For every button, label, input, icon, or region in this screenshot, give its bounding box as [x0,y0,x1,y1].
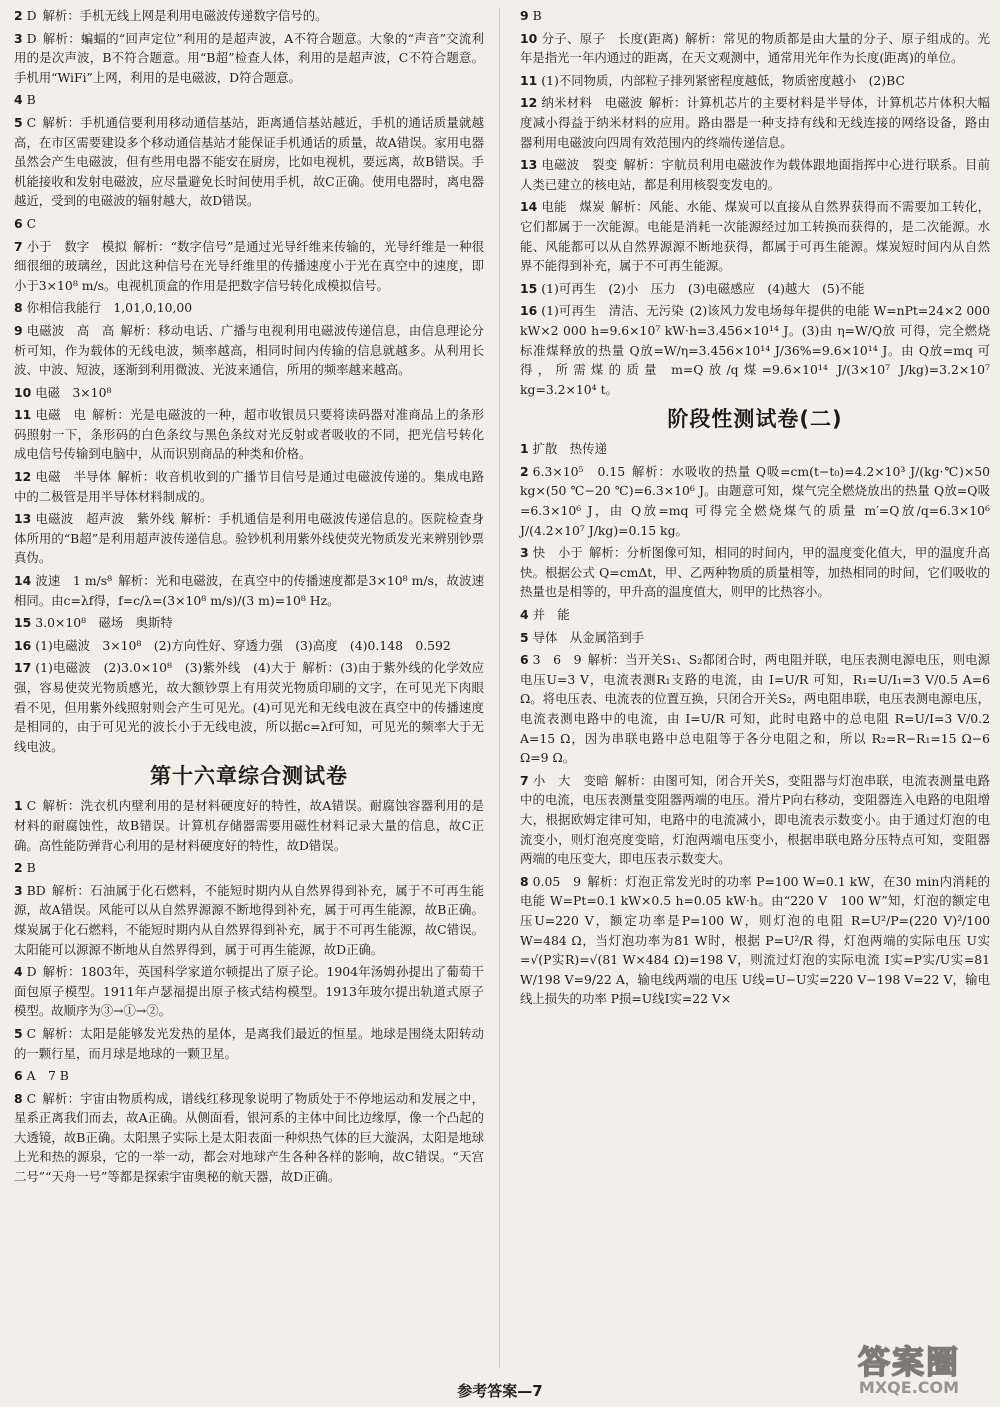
left-entries [14,6,484,756]
question-number: 13 [520,157,538,173]
explanation-text: 解析：蝙蝠的“回声定位”利用的是超声波，A不符合题意。大象的“声音”交流利用的是次声波，B不符合题意。用“B超”检查人体，利用的是超声波，C不符合题意。手机用“WiFi”上网，利用的是电磁波，D符合题意。 [14,30,484,85]
right-entries-2 [520,439,990,1009]
answer-text: A 7 B [26,1068,69,1084]
answer-item [14,881,484,959]
question-number: 8 [14,1090,23,1106]
answer-item [520,771,990,869]
question-number: 14 [520,199,538,215]
answer-item [14,298,484,318]
answer-item [14,405,484,464]
question-number: 9 [14,322,23,338]
answer-item [520,93,990,152]
answer-text: D [26,30,37,46]
explanation-text: 解析：风能、水能、煤炭可以直接从自然界获得而不需要加工转化，它们都属于一次能源。电能是消耗一次能源经过加工转换而获得的，是二次能源。水能、风能都可以从自然界源源不断地获得，都属于可再生能源。煤炭短时间内从自然界不能得到补充，属于不可再生能源。 [520,199,991,274]
answer-text: B [532,8,542,23]
answer-text: 电磁 电 [35,407,87,423]
question-number: 12 [14,469,32,485]
section-title-stage-test-2: 阶段性测试卷(二) [667,407,843,432]
answer-item [520,155,990,194]
answer-text: C [26,1025,37,1041]
page-footer: 参考答案—7 [457,1382,543,1400]
answer-text: C [26,114,37,130]
question-number: 8 [14,300,23,316]
explanation-text: 解析：太阳是能够发光发热的星体，是离我们最近的恒星。地球是围绕太阳转动的一颗行星，而月球是地球的一颗卫星。 [14,1025,484,1061]
question-number: 7 [14,238,23,254]
explanation-text: 解析：分析图像可知，相同的时间内，甲的温度变化值大，甲的温度升高快。根据公式 Q=cmΔt，甲、乙两种物质的质量相等，加热相同的时间，它们吸收的热量也是相等的，甲升高的温度值大，则甲的比热容小。 [520,545,991,600]
question-number: 15 [14,615,32,631]
explanation-text: 解析：洗衣机内壁利用的是材料硬度好的特性，故A错误。耐腐蚀容器利用的是材料的耐腐蚀性，故B错误。计算机存储器需要用磁性材料记录大量的信息，故C正确。高性能防弹背心利用的是材料硬度好的特性，故D错误。 [14,798,484,853]
question-number: 10 [14,384,32,400]
question-number: 1 [14,798,23,814]
explanation-text: 解析：光是电磁波的一种，超市收银员只要将读码器对准商品上的条形码照射一下，条形码的白色条纹与黑色条纹对光反射或者吸收的不同，把光信号转化成电信号传输到电脑中，从而识别商品的种类和价格。 [14,407,484,462]
question-number: 4 [14,964,23,980]
answer-item [14,1066,484,1086]
answer-item [14,237,484,296]
answer-text: 并 能 [532,607,570,623]
answer-item [14,214,484,234]
answer-text: 电能 煤炭 [541,199,605,215]
explanation-text: 解析：由图可知，闭合开关S，变阻器与灯泡串联，电流表测量电路中的电流，电压表测量变阻器两端的电压。滑片P向右移动，变阻器连入电路的电阻增大，根据欧姆定律可知，电路中的电流减小，即电流表示数变小。由于通过灯泡的电流变小，则灯泡亮度变暗，灯泡两端电压变小，根据串联电路分压特点可知，变阻器两端的电压变大，即电压表示数变大。 [520,772,990,867]
answer-item [520,605,990,625]
question-number: 3 [14,30,23,46]
answer-item [14,509,484,568]
answer-text: (1)电磁波 (2)3.0×10⁸ (3)紫外线 (4)大于 [35,660,297,676]
question-number: 3 [14,882,23,898]
answer-text: D [26,8,37,23]
answer-item [14,383,484,403]
answer-item [520,543,990,602]
explanation-text: 解析：光和电磁波，在真空中的传播速度都是3×10⁸ m/s，故波速相同。由c=λf得，f=c/λ=(3×10⁸ m/s)/(3 m)=10⁸ Hz。 [14,573,484,608]
answer-text: (1)电磁波 3×10⁸ (2)方向性好、穿透力强 (3)高度 (4)0.148 0.592 [35,637,451,653]
answer-item [520,872,990,1009]
question-number: 15 [520,280,538,296]
answer-text: 电磁波 高 高 [26,322,115,338]
answer-item [14,1024,484,1063]
explanation-text: 解析：石油属于化石燃料，不能短时期内从自然界得到补充，属于不可再生能源，故A错误。风能可以从自然界源源不断地得到补充，属于可再生能源，故B正确。煤炭属于化石燃料，不能短时期内从自然界得到补充，属于不可再生能源，故C错误。太阳能可以源源不断地从自然界得到，属于可再生能源，故D正确。 [14,882,484,957]
question-number: 8 [520,873,529,889]
answer-text: B [26,860,36,876]
answer-item [520,6,990,26]
answer-text: 波速 1 m/s⁸ [35,573,113,589]
explanation-text: 解析：灯泡正常发光时的功率 P=100 W=0.1 kW，在30 min内消耗的电能 W=Pt=0.1 kW×0.5 h=0.05 kW·h。由“220 V 100 W”知，灯泡的额定电压U=220 V，额定功率是P=100 W，则灯泡的电阻 R=U²/P=(220 V)²/100 W=484 Ω，当灯泡功率为81 W时，根据 P=U²/R 得，灯泡两端的实际电压 U实=√(P实R)=√(81 W×484 Ω)=198 V，则流过灯泡的实际电流 I实=P实/U实=81 W/198 V=9/22 A，输电线两端的电压 U线=U−U实=220 V−198 V=22 V，输电线上损失的功率 P损=U线I实=22 V× [520,873,990,1007]
question-number: 9 [520,8,529,23]
question-number: 4 [14,92,23,108]
answer-text: 0.05 9 [532,873,582,889]
answer-text: 导体 从金属箔到手 [532,629,645,645]
question-number: 6 [14,1068,23,1084]
answer-item [520,439,990,459]
question-number: 6 [520,652,529,668]
explanation-text: 解析：手机通信要利用移动通信基站，距离通信基站越近，手机的通话质量就越高，在市区需要建设多个移动通信基站才能保证手机通话的质量，故A错误。家用电器虽然会产生电磁波，但有些用电器不能安在厨房，比如电视机，要远离，故B错误。手机能接收和发射电磁波，应尽量避免长时间使用手机，故C正确。使用电器时，离电器越近，受到的电磁波的辐射越大，故D错误。 [14,114,484,209]
answer-text: (1)可再生 清洁、无污染 [541,303,684,319]
question-number: 14 [14,573,32,589]
answer-item [14,613,484,633]
explanation-text: 解析：收音机收到的广播节目信号是通过电磁波传递的。集成电路中的二极管是用半导体材料制成的。 [14,469,485,504]
left-entries-2 [14,796,484,1186]
answer-text: 电磁波 超声波 紫外线 [35,511,175,527]
explanation-text: (2)该风力发电场每年提供的电能 W=nPt=24×2 000 kW×2 000 h=9.6×10⁷ kW·h=3.456×10¹⁴ J。(3)由 η=W/Q放 可得，完全燃烧标准煤释放的热量 Q放=W/η=3.456×10¹⁴ J/36%=9.6×10¹⁴ J。由 Q放=mq 可得，所需煤的质量 m=Q放/q煤=9.6×10¹⁴ J/(3×10⁷ J/kg)=3.2×10⁷ kg=3.2×10⁴ t。 [520,303,991,397]
answer-item [14,467,484,506]
answer-text: 小于 数字 模拟 [26,238,127,254]
question-number: 11 [14,407,32,423]
answer-item [14,321,484,380]
question-number: 1 [520,441,529,457]
answer-item [14,90,484,110]
answer-item [520,197,990,275]
explanation-text: 解析：(3)由于紫外线的化学效应强，容易使荧光物质感光，故大额钞票上有用荧光物质印刷的文字，在可见光下肉眼看不见，但用紫外线照射则会产生可见光。(4)可见光和无线电波在真空中的传播速度是相同的，由于可见光的波长小于无线电波，所以据c=λf可知，可见光的频率大于无线电波。 [14,660,484,754]
question-number: 6 [14,215,23,231]
answer-text: 电磁 半导体 [35,469,112,485]
answer-text: BD [26,882,46,898]
answer-text: 分子、原子 长度(距离) [541,30,679,46]
explanation-text: 解析：宇航员利用电磁波作为载体跟地面指挥中心进行联系。目前人类已建立的核电站，都是利用核裂变发电的。 [520,157,991,192]
explanation-text: 解析：计算机芯片的主要材料是半导体，计算机芯片体积大幅度减小得益于纳米材料的应用。路由器是一种支持有线和无线连接的网络设备，路由器利用电磁波向四周有效范围内的终端传递信息。 [520,95,991,150]
answer-item [520,279,990,299]
question-number: 16 [520,303,538,319]
section-title-ch16: 第十六章综合测试卷 [150,764,348,789]
answer-text: C [26,215,37,231]
answer-text: B [26,92,36,108]
question-number: 16 [14,637,32,653]
question-number: 11 [520,72,538,88]
explanation-text: 解析：水吸收的热量 Q吸=cm(t−t₀)=4.2×10³ J/(kg·℃)×50 kg×(50 ℃−20 ℃)=6.3×10⁶ J。由题意可知，煤气完全燃烧放出的热量 Q放=Q吸=6.3×10⁶ J，由 Q放=mq 可得完全燃烧煤气的质量 m′=Q放/q=6.3×10⁶ J/(4.2×10⁷ J/kg)=0.15 kg。 [520,463,990,538]
answer-text: 你相信我能行 1,01,0,10,00 [26,300,193,316]
answer-item [14,962,484,1021]
question-number: 5 [14,114,23,130]
answer-item [520,71,990,91]
question-number: 2 [14,860,23,876]
answer-item [14,113,484,211]
answer-item [14,571,484,610]
answer-text: 小 大 变暗 [532,772,609,788]
right-entries [520,6,990,399]
answer-text: (1)不同物质，内部粒子排列紧密程度越低，物质密度越小 (2)BC [541,72,905,88]
explanation-text: 解析：手机通信是利用电磁波传递信息的。医院检查身体所用的“B超”是利用超声波传递信息。验钞机利用紫外线使荧光物质发光来辨别钞票真伪。 [14,511,485,566]
answer-text: 电磁 3×10⁸ [35,384,112,400]
answer-item [520,301,990,399]
question-number: 12 [520,95,538,111]
question-number: 2 [520,463,529,479]
answer-text: (1)可再生 (2)小 压力 (3)电磁感应 (4)越大 (5)不能 [541,280,865,296]
question-number: 3 [520,545,529,561]
answer-text: C [26,1090,37,1106]
answer-item [14,796,484,855]
question-number: 17 [14,660,32,676]
answer-text: C [26,798,37,814]
question-number: 5 [520,629,529,645]
answer-item [520,29,990,68]
question-number: 4 [520,607,529,623]
column-divider [499,8,500,1368]
answer-item [14,6,484,26]
watermark-logo [824,1341,994,1403]
explanation-text: 解析：1803年，英国科学家道尔顿提出了原子论。1904年汤姆孙提出了葡萄干面包原子模型。1911年卢瑟福提出原子核式结构模型。1913年玻尔提出轨道式原子模型。故顺序为③→①→②。 [14,964,484,1019]
explanation-text: 解析：当开关S₁、S₂都闭合时，两电阻并联，电压表测电源电压，则电源电压U=3 V，电流表测R₁支路的电流，由 I=U/R 可知，R₁=U/I₁=3 V/0.5 A=6 Ω。将电压表、电流表的位置互换，只闭合开关S₂，两电阻串联，电压表测电源电压，电流表测电路中的电流，由 I=U/R 可知，此时电路中的总电阻 R=U/I=3 V/0.2 A=15 Ω，因为串联电路中总电阻等于各分电阻之和，所以 R₂=R−R₁=15 Ω−6 Ω=9 Ω。 [520,652,990,766]
answer-text: 快 小于 [532,545,583,561]
answer-text: 3 6 9 [532,652,582,668]
explanation-text: 解析：宇宙由物质构成，谱线红移现象说明了物质处于不停地运动和发展之中，星系正离我们而去，故A正确。从侧面看，银河系的主体中间比边缘厚，像一个凸起的大透镜，故B正确。太阳黑子实际上是太阳表面一种炽热气体的巨大漩涡，太阳是地球上光和热的源泉，它的一举一动，都会对地球产生各种各样的影响，故C错误。“天宫二号”“天舟一号”等都是探索宇宙奥秘的航天器，故D正确。 [14,1090,484,1185]
answer-text: 6.3×10⁵ 0.15 [532,463,626,479]
answer-text: 3.0×10⁸ 磁场 奥斯特 [35,615,173,631]
answer-item [14,636,484,656]
answer-item [14,1089,484,1187]
right-column [520,6,990,1012]
explanation-text: 解析：移动电话、广播与电视利用电磁波传递信息，由信息理论分析可知，作为载体的无线电波，频率越高，相同时间内传输的信息就越多。从利用长波、中波、短波，逐渐到利用微波、光波来通信，所用的频率越来越高。 [14,322,485,378]
watermark-text: 答案圈 [857,1343,960,1382]
explanation-text: 解析：手机无线上网是利用电磁波传递数字信号的。 [42,8,328,23]
question-number: 13 [14,511,32,527]
explanation-text: 解析：“数字信号”是通过光导纤维来传输的，光导纤维是一种很细很细的玻璃丝，因此这种信号在光导纤维里的传播速度小于光在真空中的速度，即小于3×10⁸ m/s。电视机顶盒的作用是把数字信号转化成模拟信号。 [14,238,485,293]
answer-item [520,462,990,540]
answer-text: 电磁波 裂变 [541,157,618,173]
answer-item [14,29,484,88]
answer-item [520,628,990,648]
question-number: 7 [520,772,529,788]
answer-text: 扩散 热传递 [532,441,607,457]
watermark-url: MXQE.COM [858,1378,960,1398]
question-number: 2 [14,8,23,23]
question-number: 5 [14,1025,23,1041]
answer-text: D [26,964,37,980]
explanation-text: 解析：常见的物质都是由大量的分子、原子组成的。光年是指光一年内通过的距离，在天文观测中，通常用光年作为长度(距离)的单位。 [520,30,991,66]
answer-item [520,650,990,768]
answer-item [14,858,484,878]
question-number: 10 [520,30,538,46]
answer-item [14,658,484,756]
left-column [14,6,484,1190]
answer-text: 纳米材料 电磁波 [541,95,643,111]
